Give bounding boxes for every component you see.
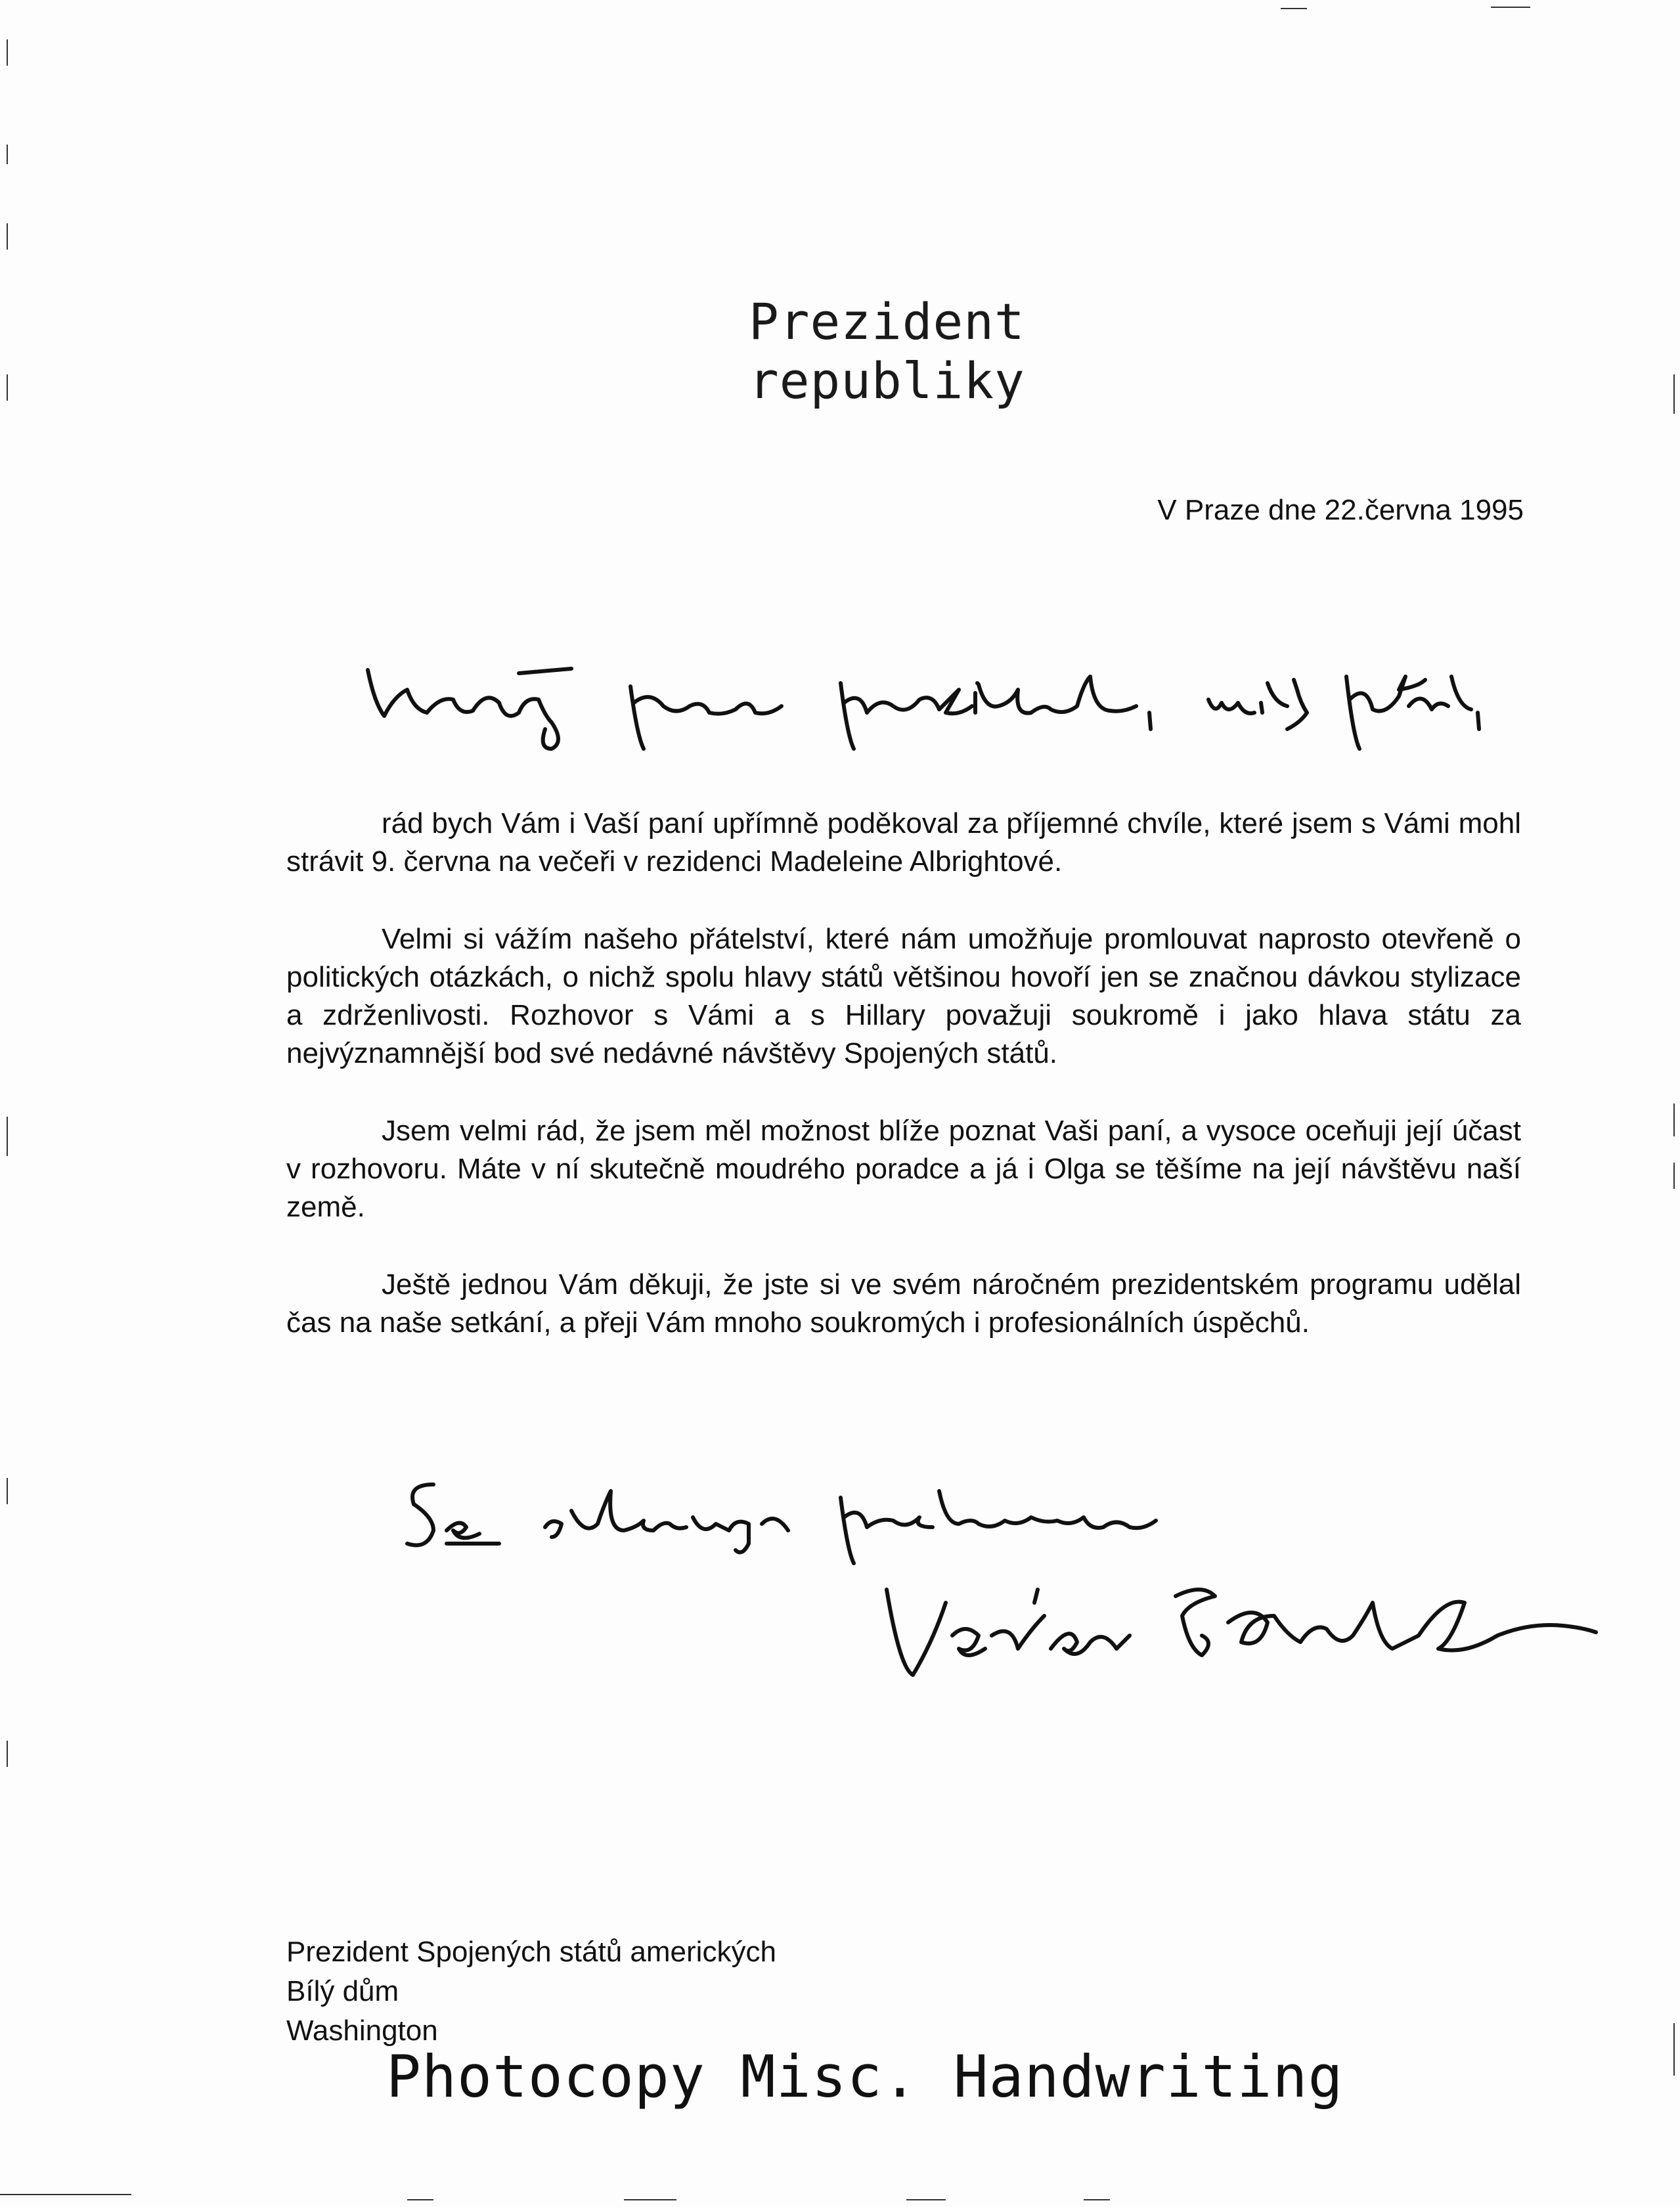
recipient-address [286,1932,1074,2051]
scan-artifact [7,223,8,250]
scan-artifact [624,2199,676,2200]
body-paragraph-3: Jsem velmi rád, že jsem měl možnost blíže poznat Vaši paní, a vysoce oceňuji její účast v rozhovoru. Máte v ní skutečně moudrého poradce a já i Olga se těšíme na její návštěvu naší země. [286,1115,1521,1223]
scan-artifact [1673,374,1675,414]
handwritten-closing [394,1465,1248,1570]
letter-body [286,805,1521,1381]
scan-artifact [0,2194,131,2195]
scan-artifact [906,2199,946,2200]
address-line-2: Bílý dům [286,1975,399,2007]
letterhead [749,292,1143,411]
scan-artifact [1084,2199,1110,2200]
scan-artifact [7,1478,8,1504]
scan-artifact [1673,1104,1675,1136]
scan-artifact [1673,1163,1675,1189]
letter-date: V Praze dne 22.června 1995 [1157,494,1524,526]
scan-artifact [7,1117,8,1156]
address-line-1: Prezident Spojených států amerických [286,1936,776,1968]
handwritten-salutation [355,650,1537,755]
body-paragraph-4: Ještě jednou Vám děkuji, že jste si ve svém náročném prezidentském programu udělal čas na naše setkání, a přeji Vám mnoho soukromých i profesionálních úspěchů. [286,1268,1521,1339]
scan-artifact [7,1741,8,1767]
archive-stamp-label: Photocopy Misc. Handwriting [386,2043,1344,2110]
scan-artifact [407,2199,433,2200]
scan-artifact [7,39,8,66]
body-paragraph-2: Velmi si vážím našeho přátelství, které nám umožňuje promlouvat naprosto otevřeně o politických otázkách, o nichž spolu hlavy států většinou hovoří jen se značnou dávkou stylizace a zdrženlivosti. Rozhovor s Vámi a s Hillary považuji soukromě i jako hlava státu za nejvýznamnější bod své nedávné návštěvy Spojených států. [286,923,1521,1069]
address-line-3: Washington [286,2015,438,2047]
scan-artifact [7,374,8,401]
scan-artifact [1281,8,1307,9]
scan-artifact [1491,7,1530,8]
scan-artifact [7,145,8,164]
letterhead-line-1: Prezident [749,292,1025,351]
body-paragraph-1: rád bych Vám i Vaší paní upřímně poděkoval za příjemné chvíle, které jsem s Vámi mohl strávit 9. června na večeři v rezidenci Madeleine Albrightové. [286,807,1521,878]
letterhead-line-2: republiky [749,351,1025,410]
scan-artifact [1673,2023,1675,2076]
handwritten-signature [873,1563,1616,1695]
